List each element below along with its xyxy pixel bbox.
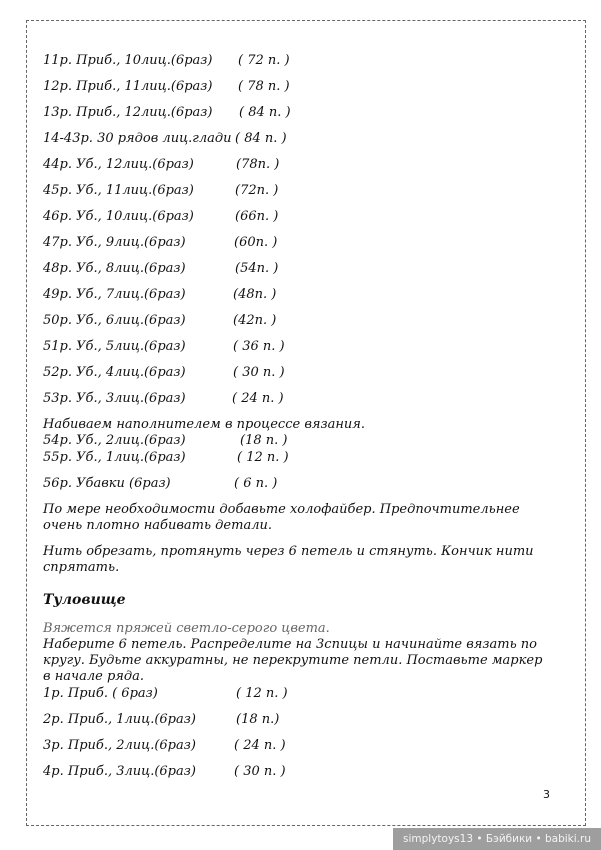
pattern-row: 46р. Уб., 10лиц.(6раз) (66п. ) (43, 209, 279, 224)
pattern-row: 4р. Приб., 3лиц.(6раз) ( 30 п. ) (43, 764, 286, 779)
finish-paragraph: Нить обрезать, протянуть через 6 петель и стянуть. Кончик нити спрятать. (43, 544, 534, 575)
pattern-row: 2р. Приб., 1лиц.(6раз) (18 п.) (43, 712, 280, 727)
pattern-row: 51р. Уб., 5лиц.(6раз) ( 36 п. ) (43, 339, 285, 354)
pattern-row: 56р. Убавки (6раз) ( 6 п. ) (43, 476, 278, 491)
pattern-row: 47р. Уб., 9лиц.(6раз) (60п. ) (43, 235, 278, 250)
pattern-row: 45р. Уб., 11лиц.(6раз) (72п. ) (43, 183, 279, 198)
pattern-row: 53р. Уб., 3лиц.(6раз) ( 24 п. ) (43, 391, 284, 406)
pattern-row: 11р. Приб., 10лиц.(6раз) ( 72 п. ) (43, 53, 290, 68)
pattern-row: 49р. Уб., 7лиц.(6раз) (48п. ) (43, 287, 277, 302)
pattern-row: 1р. Приб. ( 6раз) ( 12 п. ) (43, 686, 288, 701)
pattern-row: 13р. Приб., 12лиц.(6раз) ( 84 п. ) (43, 105, 291, 120)
pattern-row: 48р. Уб., 8лиц.(6раз) (54п. ) (43, 261, 279, 276)
pattern-row: 3р. Приб., 2лиц.(6раз) ( 24 п. ) (43, 738, 286, 753)
watermark: simplytoys13 • Бэйбики • babiki.ru (393, 828, 601, 850)
cast-on-paragraph: Наберите 6 петель. Распределите на 3спицы и начинайте вязать по кругу. Будьте аккуратны, не перекрутите петли. Поставьте маркер в начале ряда. (43, 637, 543, 684)
pattern-row: 14-43р. 30 рядов лиц.глади ( 84 п. ) (43, 131, 287, 146)
pattern-row: 44р. Уб., 12лиц.(6раз) (78п. ) (43, 157, 280, 172)
pattern-row: 50р. Уб., 6лиц.(6раз) (42п. ) (43, 313, 277, 328)
pattern-row: 55р. Уб., 1лиц.(6раз) ( 12 п. ) (43, 450, 289, 465)
pattern-row: 12р. Приб., 11лиц.(6раз) ( 78 п. ) (43, 79, 290, 94)
page-number: 3 (543, 788, 550, 801)
pattern-row: 52р. Уб., 4лиц.(6раз) ( 30 п. ) (43, 365, 285, 380)
yarn-note: Вяжется пряжей светло-серого цвета. (43, 621, 330, 636)
pattern-row: 54р. Уб., 2лиц.(6раз) (18 п. ) (43, 433, 288, 448)
section-title: Туловище (43, 592, 126, 608)
fiber-paragraph: По мере необходимости добавьте холофайбер. Предпочтительнее очень плотно набивать детали. (43, 502, 520, 533)
stuffing-note: Набиваем наполнителем в процессе вязания. (43, 417, 366, 432)
